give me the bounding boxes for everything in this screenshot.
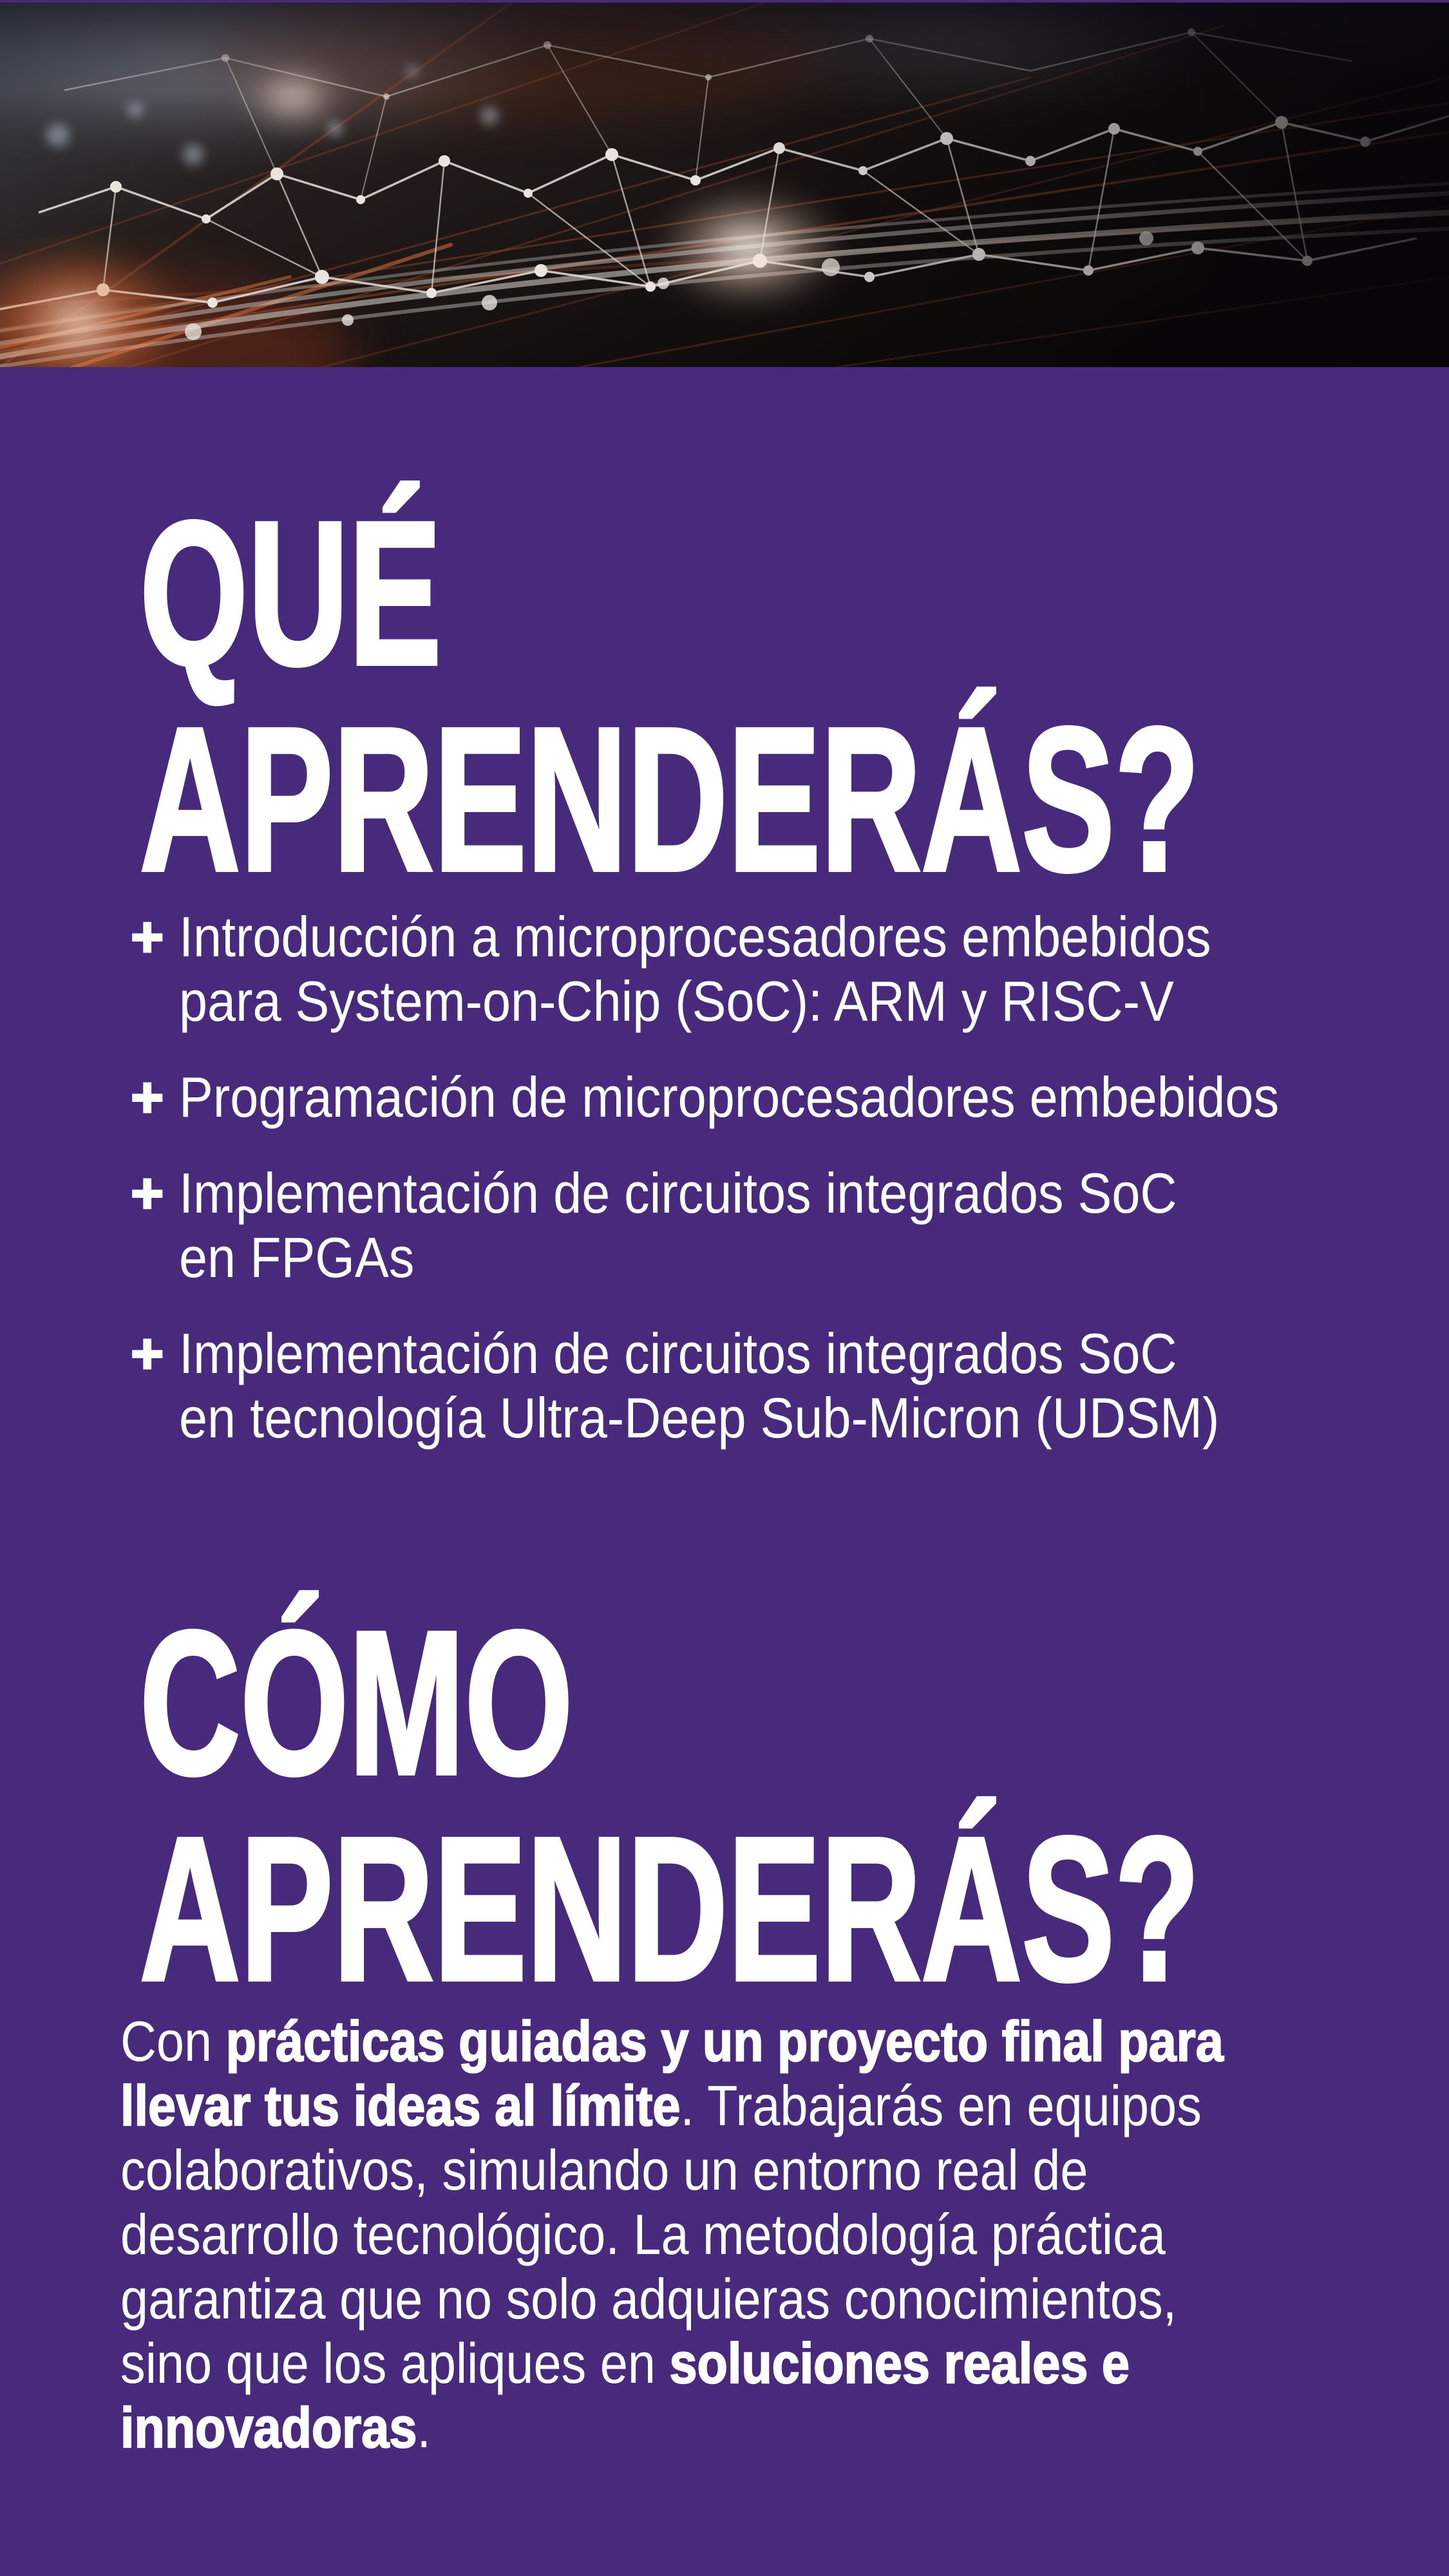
- paragraph-line: [120, 2202, 1224, 2267]
- paragraph-text: .: [417, 2396, 431, 2459]
- paragraph-text: sino que los apliques en: [120, 2331, 670, 2395]
- paragraph-bold-text: soluciones reales e: [669, 2331, 1130, 2395]
- paragraph-line: [120, 2009, 1224, 2074]
- bullet-text-line: Implementación de circuitos integrados SoC: [179, 1161, 1177, 1225]
- bullet-text-line: Introducción a microprocesadores embebidos: [179, 905, 1211, 969]
- plus-bullet-icon: +: [131, 1161, 164, 1225]
- paragraph-text: . Trabajarás en equipos: [680, 2074, 1202, 2137]
- bullet-list: [131, 905, 1401, 1482]
- plus-bullet-icon: +: [131, 1065, 164, 1129]
- paragraph-text: Con: [120, 2009, 226, 2073]
- heading-how-line1: CÓMO: [140, 1589, 573, 1817]
- paragraph-text: desarrollo tecnológico. La metodología práctica: [120, 2202, 1166, 2266]
- list-item: [131, 1065, 1401, 1130]
- how-paragraph: [120, 2009, 1374, 2460]
- plus-bullet-icon: +: [131, 905, 164, 969]
- top-border-strip: [0, 0, 1449, 3]
- paragraph-line: [120, 2138, 1224, 2202]
- paragraph-line: [120, 2074, 1224, 2138]
- list-item: [131, 1321, 1401, 1450]
- heading-how-line2: APRENDERÁS?: [140, 1795, 1200, 2023]
- bullet-text-line: Programación de microprocesadores embebidos: [179, 1065, 1280, 1129]
- paragraph-text: garantiza que no solo adquieras conocimientos,: [120, 2267, 1177, 2331]
- paragraph-bold-text: innovadoras: [120, 2396, 417, 2459]
- plus-bullet-icon: +: [131, 1321, 164, 1385]
- bullet-text-line: para System-on-Chip (SoC): ARM y RISC-V: [179, 969, 1174, 1033]
- paragraph-bold-text: prácticas guiadas y un proyecto final para: [225, 2009, 1224, 2073]
- paragraph-text: colaborativos, simulando un entorno real de: [120, 2138, 1088, 2202]
- heading-what: [140, 479, 1449, 914]
- bullet-text-line: Implementación de circuitos integrados SoC: [179, 1321, 1177, 1385]
- heading-how: [140, 1589, 1449, 2023]
- list-item: [131, 1161, 1401, 1290]
- paragraph-bold-text: llevar tus ideas al límite: [120, 2074, 681, 2137]
- hero-network-image: [0, 0, 1449, 367]
- bullet-text-line: en FPGAs: [179, 1226, 415, 1289]
- paragraph-line: [120, 2396, 1224, 2460]
- network-plexus-graphic: [0, 0, 1449, 367]
- heading-what-line1: QUÉ: [140, 479, 442, 708]
- list-item: [131, 905, 1401, 1034]
- paragraph-line: [120, 2331, 1224, 2396]
- paragraph-line: [120, 2267, 1224, 2331]
- heading-what-line2: APRENDERÁS?: [140, 685, 1200, 914]
- bullet-text-line: en tecnología Ultra-Deep Sub-Micron (UDSM): [179, 1386, 1220, 1450]
